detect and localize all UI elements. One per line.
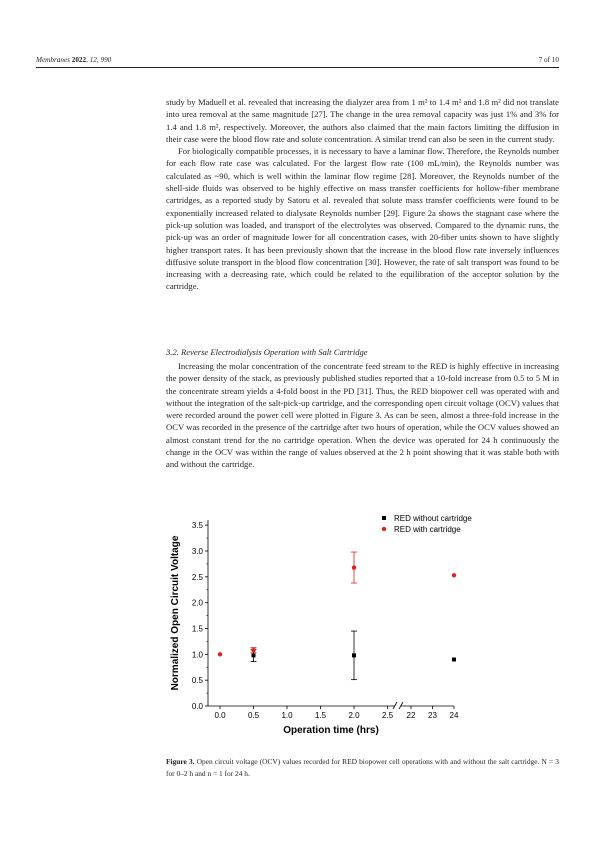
journal-citation — [36, 56, 111, 64]
data-point-with-cartridge — [251, 648, 255, 652]
journal-name: Membranes — [36, 56, 70, 64]
ocv-chart — [166, 508, 559, 740]
x-tick-label: 2.0 — [348, 711, 360, 720]
y-tick-label: 1.5 — [191, 624, 203, 634]
legend-label: RED without cartridge — [394, 514, 472, 523]
data-point-with-cartridge — [218, 652, 222, 656]
journal-year: 2022 — [71, 56, 87, 64]
paragraph-2: For biologically compatible processes, it is necessary to have a laminar flow. Therefore, the Reynolds number for each flow rate case was calculated. For the largest flow rate (100 mL/min), the Reynolds number was calculated as ~90, which is well within the laminar flow regime [28]. Moreover, the Reynolds number of the shell-side fluids was observed to be highly effective on mass transfer coefficients for hollow-fiber membrane cartridges, as a reported study by Satoru et al. revealed that solute mass transfer coefficients were found to be exponentially increased related to dialysate Reynolds number [29]. Figure 2a shows the stagnant case where the pick-up solution was loaded, and transport of the electrolytes was observed. Compared to the dynamic runs, the pick-up was an order of magnitude lower for all concentration cases, with 20-fiber units shown to have slightly higher transport rates. It has been previously shown that the increase in the blood flow rate inversely influences diffusive solute transport in the blood flow concentration [30]. However, the rate of salt transport was found to be increasing with a decreasing rate, which could be related to the equilibration of the acceptor solution by the cartridge. — [166, 146, 559, 292]
legend-marker — [382, 516, 386, 520]
paragraph-1: study by Maduell et al. revealed that increasing the dialyzer area from 1 m² to 1.4 m² and 1.8 m² did not translate into urea removal at the same magnitude [27]. The change in the urea removal capacity was just 1% and 3% for 1.4 and 1.8 m², respectively. Moreover, the authors also claimed that the main factors limiting the diffusion in their case were the blood flow rate and solute concentration. A similar trend can also be seen in the current study. — [166, 97, 559, 144]
body-text-block-2 — [166, 360, 559, 471]
figure-caption — [166, 756, 559, 779]
x-tick-label: 2.5 — [381, 711, 394, 720]
x-tick-label: 1.5 — [314, 711, 327, 720]
legend-label: RED with cartridge — [394, 525, 461, 534]
legend-marker — [382, 527, 386, 531]
x-axis-label: Operation time (hrs) — [283, 725, 379, 736]
y-tick-label: 0.0 — [191, 702, 203, 711]
y-axis-label: Normalized Open Circuit Voltage — [170, 535, 181, 691]
header-rule — [36, 67, 559, 68]
body-text-block-1 — [166, 96, 559, 293]
journal-volume: , 12, 990 — [86, 56, 112, 64]
y-tick-label: 2.0 — [191, 598, 203, 608]
figure-caption-text: Open circuit voltage (OCV) values recorded for RED biopower cell operations with and without the salt cartridge. N = 3 for 0–2 h and n = 1 for 24 h. — [166, 757, 560, 778]
data-point-without-cartridge — [252, 653, 256, 657]
x-tick-label: 23 — [428, 711, 437, 720]
data-point-without-cartridge — [352, 653, 356, 657]
x-tick-label: 22 — [406, 711, 416, 720]
section-heading: 3.2. Reverse Electrodialysis Operation with Salt Cartridge — [166, 347, 368, 357]
data-point-with-cartridge — [352, 565, 356, 569]
x-tick-label: 1.0 — [281, 711, 293, 720]
x-tick-label: 0.0 — [214, 711, 226, 720]
y-tick-label: 3.0 — [191, 547, 203, 556]
data-point-with-cartridge — [452, 573, 456, 577]
y-tick-label: 3.5 — [191, 521, 203, 531]
x-tick-label: 24 — [449, 711, 459, 720]
x-tick-label: 0.5 — [247, 711, 260, 720]
y-tick-label: 0.5 — [191, 676, 203, 686]
y-tick-label: 1.0 — [191, 650, 203, 660]
figure-caption-label: Figure 3. — [166, 757, 195, 766]
page-number: 7 of 10 — [538, 56, 559, 64]
paragraph-3: Increasing the molar concentration of the concentrate feed stream to the RED is highly effective in increasing the power density of the stack, as previously published studies reported that a 10-fold increase from 0.5 to 5 M in the concentrate stream yields a 4-fold boost in the PD [31]. Thus, the RED biopower cell was operated with and without the integration of the salt-pick-up cartridge, and the corresponding open circuit voltage (OCV) values that were recorded around the power cell were plotted in Figure 3. As can be seen, almost a three-fold increase in the OCV was recorded in the presence of the cartridge after two hours of operation, while the OCV values showed an almost constant trend for the no cartridge operation. When the device was operated for 24 h continuously the change in the OCV was within the range of values observed at the 2 h point showing that it was stable both with and without the cartridge. — [166, 361, 559, 470]
data-point-without-cartridge — [452, 658, 456, 662]
y-tick-label: 2.5 — [191, 572, 203, 582]
